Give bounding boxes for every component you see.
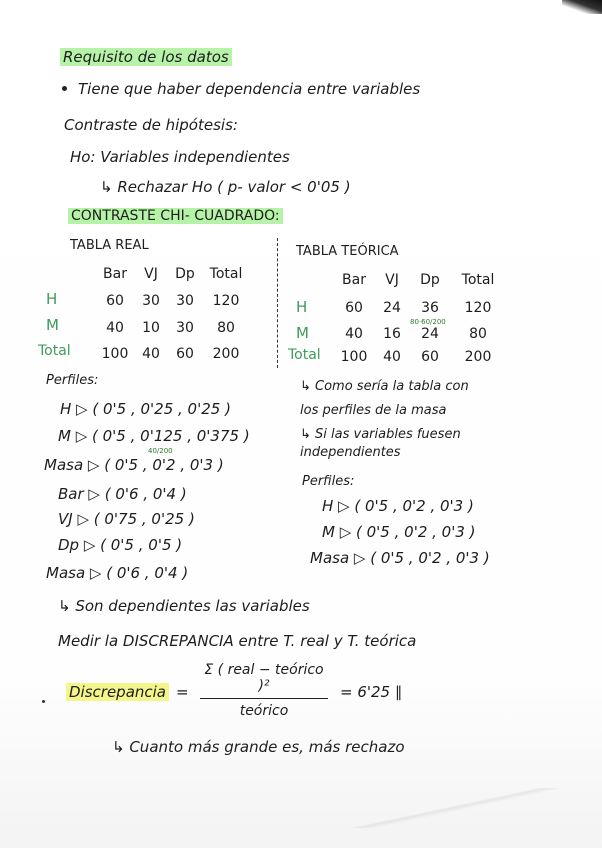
cell: 200 <box>464 349 492 365</box>
cell: 24 <box>421 326 439 342</box>
note-line: independientes <box>300 445 401 460</box>
bullet-icon <box>62 86 67 91</box>
page-title: Requisito de los datos <box>60 48 232 66</box>
note-line: ↳ Como sería la tabla con <box>300 379 469 394</box>
header-total: Total <box>461 272 495 288</box>
cell: 60 <box>176 346 194 362</box>
cell: 10 <box>142 320 160 336</box>
cell: 16 <box>383 326 401 342</box>
conclusion: ↳ Son dependientes las variables <box>58 597 310 615</box>
row-label-h: H <box>46 290 58 308</box>
header-dp: Dp <box>420 272 440 288</box>
profile-m: M ▷ ( 0'5 , 0'125 , 0'375 ) <box>58 427 250 445</box>
discrepancy-fraction <box>200 662 328 719</box>
page-fold <box>302 788 602 828</box>
page-corner-shadow <box>562 0 602 14</box>
theoretical-table-header <box>334 272 506 288</box>
masa-annotation: 40/200 <box>148 447 173 455</box>
cell: 40 <box>345 326 363 342</box>
h0-text: Ho: Variables independientes <box>70 148 290 166</box>
cell: 120 <box>212 293 240 309</box>
cell: 60 <box>421 349 439 365</box>
measure-text: Medir la DISCREPANCIA entre T. real y T. teórica <box>58 632 417 650</box>
row-label-h: H <box>296 298 308 316</box>
hypothesis-title: Contraste de hipótesis: <box>64 116 238 134</box>
bullet-text: Tiene que haber dependencia entre variables <box>78 80 421 98</box>
table-row <box>96 293 250 309</box>
cell: 80 <box>217 320 235 336</box>
table-row <box>334 349 506 365</box>
chi-square-title: CONTRASTE CHI- CUADRADO: <box>68 207 283 225</box>
profiles-title: Perfiles: <box>46 373 99 388</box>
profile-masa-col: Masa ▷ ( 0'6 , 0'4 ) <box>46 564 189 582</box>
discrepancy-label: Discrepancia <box>66 683 169 701</box>
header-dp: Dp <box>175 266 195 282</box>
real-table-title: TABLA REAL <box>70 238 149 253</box>
h0-note: ↳ Rechazar Ho ( p- valor < 0'05 ) <box>100 178 351 196</box>
profile-bar: Bar ▷ ( 0'6 , 0'4 ) <box>58 485 187 503</box>
cell: 30 <box>142 293 160 309</box>
final-note: ↳ Cuanto más grande es, más rechazo <box>112 738 405 756</box>
cell: 60 <box>106 293 124 309</box>
real-table-header <box>96 266 250 282</box>
header-total: Total <box>209 266 243 282</box>
equals-sign: = <box>176 683 189 701</box>
cell: 40 <box>383 349 401 365</box>
cell: 40 <box>106 320 124 336</box>
table-row <box>334 300 506 316</box>
cell: 60 <box>345 300 363 316</box>
note-line: los perfiles de la masa <box>300 403 447 418</box>
cell: 100 <box>340 349 368 365</box>
cell: 40 <box>142 346 160 362</box>
header-bar: Bar <box>103 266 127 282</box>
row-label-m: M <box>46 316 59 334</box>
right-profile-masa: Masa ▷ ( 0'5 , 0'2 , 0'3 ) <box>310 549 490 567</box>
fraction-denominator: teórico <box>239 703 289 719</box>
profile-h: H ▷ ( 0'5 , 0'25 , 0'25 ) <box>60 400 231 418</box>
row-label-m: M <box>296 324 309 342</box>
header-bar: Bar <box>342 272 366 288</box>
cell: 30 <box>176 293 194 309</box>
cell: 24 <box>383 300 401 316</box>
cell: 30 <box>176 320 194 336</box>
table-row <box>96 320 250 336</box>
fraction-numerator: Σ ( real − teórico )² <box>200 662 328 699</box>
profile-masa: Masa ▷ ( 0'5 , 0'2 , 0'3 ) <box>44 456 224 474</box>
table-divider <box>277 238 278 368</box>
cell: 100 <box>101 346 129 362</box>
profile-vj: VJ ▷ ( 0'75 , 0'25 ) <box>58 510 195 528</box>
cell: 120 <box>464 300 492 316</box>
table-row <box>96 346 250 362</box>
cell-annotation: 80·60/200 <box>410 318 446 326</box>
table-row <box>334 326 506 342</box>
note-line: ↳ Si las variables fuesen <box>300 427 461 442</box>
profile-dp: Dp ▷ ( 0'5 , 0'5 ) <box>58 536 183 554</box>
right-profile-h: H ▷ ( 0'5 , 0'2 , 0'3 ) <box>322 497 474 515</box>
row-label-total: Total <box>288 347 321 363</box>
row-label-total: Total <box>38 343 71 359</box>
header-vj: VJ <box>385 272 399 288</box>
theoretical-table-title: TABLA TEÓRICA <box>296 244 399 259</box>
cell: 80 <box>469 326 487 342</box>
right-profiles-title: Perfiles: <box>302 474 355 489</box>
right-profile-m: M ▷ ( 0'5 , 0'2 , 0'3 ) <box>322 523 476 541</box>
discrepancy-result: = 6'25 ∥ <box>340 683 403 701</box>
margin-dot <box>42 700 45 703</box>
header-vj: VJ <box>144 266 158 282</box>
cell: 200 <box>212 346 240 362</box>
cell: 36 <box>421 300 439 316</box>
